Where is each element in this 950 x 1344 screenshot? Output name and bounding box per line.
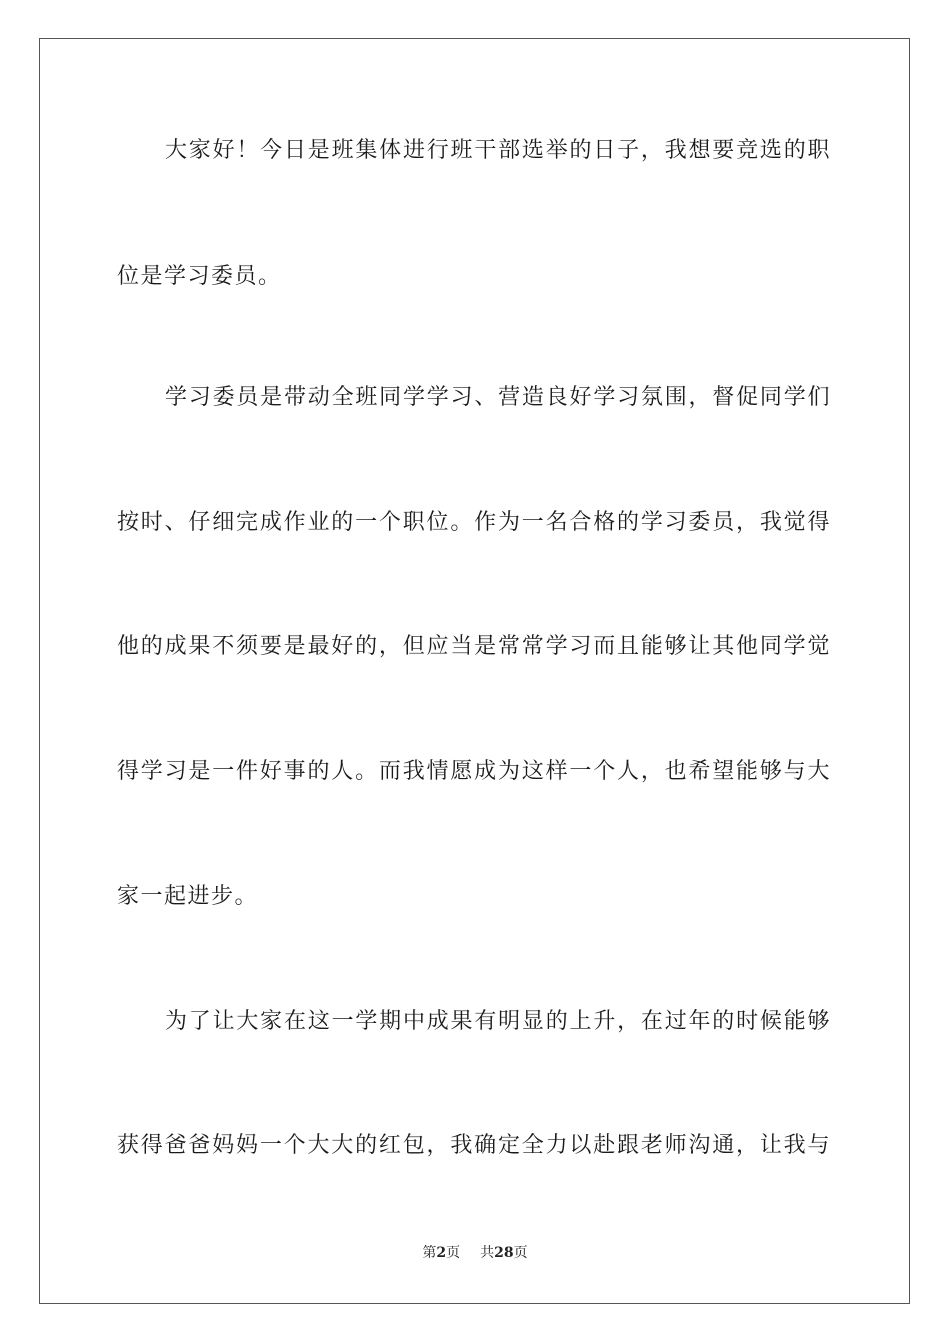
total-suffix: 页: [513, 1245, 528, 1261]
page-number: 2: [436, 1245, 447, 1261]
paragraph-2-line-3: 他的成果不须要是最好的，但应当是常常学习而且能够让其他同学觉: [117, 634, 831, 659]
paragraph-2-line-5: 家一起进步。: [117, 884, 259, 909]
total-prefix: 共: [480, 1245, 495, 1261]
paragraph-2-line-4: 得学习是一件好事的人。而我情愿成为这样一个人，也希望能够与大: [117, 759, 831, 784]
page-footer: [0, 1244, 950, 1262]
paragraph-3-line-1: 为了让大家在这一学期中成果有明显的上升，在过年的时候能够: [165, 1009, 831, 1034]
paragraph-1-line-1: 大家好！今日是班集体进行班干部选举的日子，我想要竞选的职: [165, 138, 831, 163]
paragraph-2-line-2: 按时、仔细完成作业的一个职位。作为一名合格的学习委员，我觉得: [117, 510, 831, 535]
page-prefix: 第: [422, 1245, 437, 1261]
total-pages: 28: [494, 1245, 514, 1261]
paragraph-3-line-2: 获得爸爸妈妈一个大大的红包，我确定全力以赴跟老师沟通，让我与: [117, 1133, 831, 1158]
page-suffix: 页: [446, 1245, 461, 1261]
paragraph-2-line-1: 学习委员是带动全班同学学习、营造良好学习氛围，督促同学们: [165, 385, 831, 410]
page-border: [39, 38, 910, 1304]
paragraph-1-line-2: 位是学习委员。: [117, 264, 282, 289]
